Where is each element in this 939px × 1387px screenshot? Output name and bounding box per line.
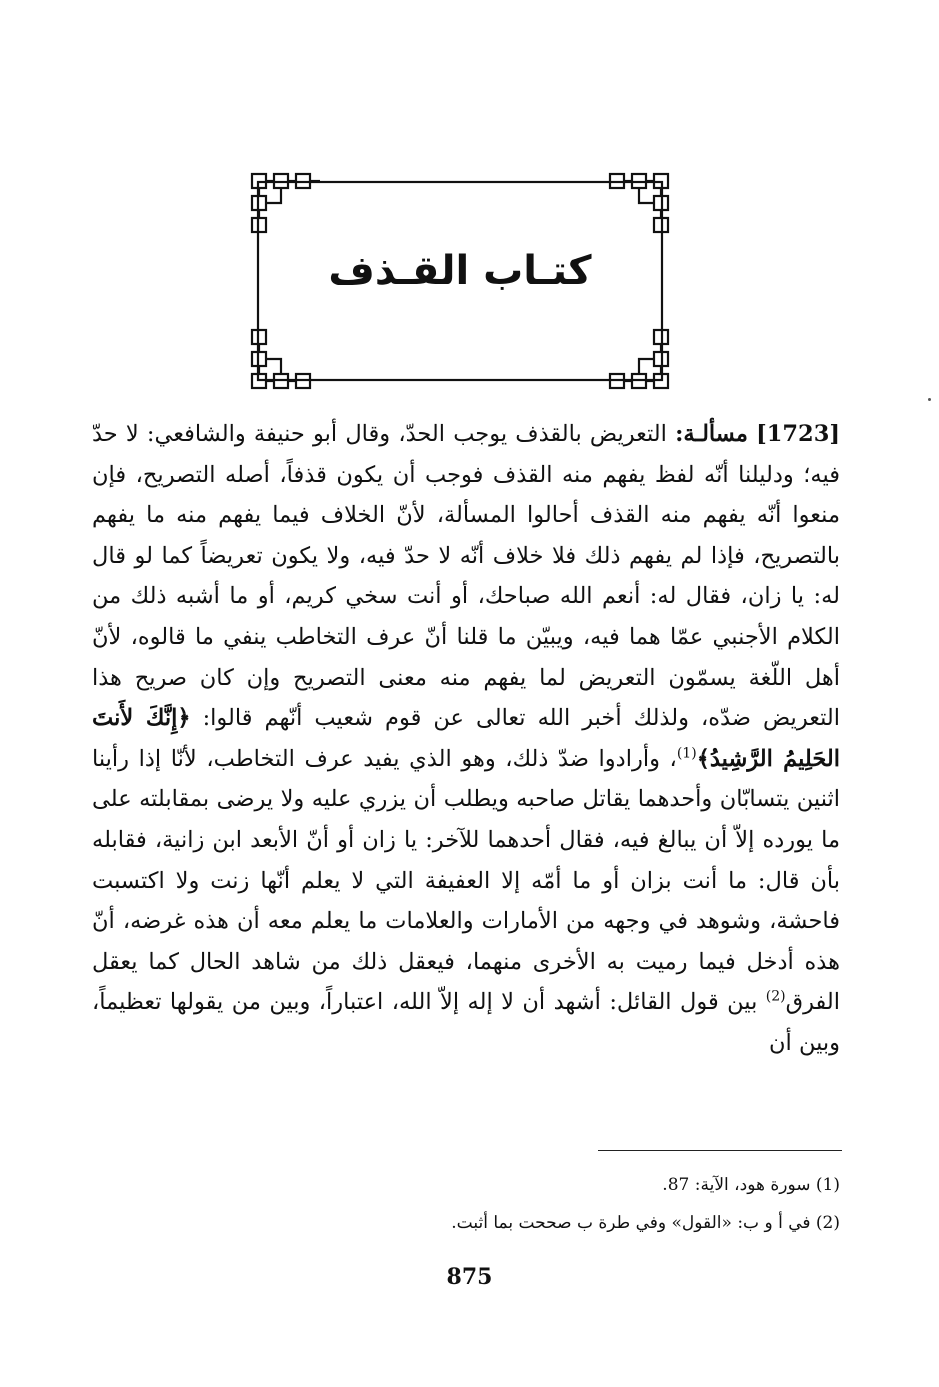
chapter-title: كتـاب القـذف xyxy=(328,248,592,294)
footnote-marker-1: (1) xyxy=(676,745,697,762)
issue-text-after: بين قول القائل: أشهد أن لا إله إلاّ الله، اعتباراً، وبين من يقولها تعظيماً، وبين أن xyxy=(92,989,840,1056)
footnote-2: (2) في أ و ب: «القول» وفي طرة ب صححت بما أثبت. xyxy=(451,1213,840,1233)
issue-paragraph xyxy=(92,414,840,1064)
quran-verse: ﴿إِنَّكَ لأَنتَ الحَلِيمُ الرَّشِيدُ﴾ xyxy=(92,705,840,772)
footnotes xyxy=(200,1166,840,1242)
footnote-marker-2: (2) xyxy=(765,988,786,1005)
issue-text-middle: ، وأرادوا ضدّ ذلك، وهو الذي يفيد عرف التخاطب، لأنّا إذا رأينا اثنين يتسابّان وأحدهما يقاتل صاحبه ويطلب أن يزري عليه ولا يرضى بمقابلته على ما يورده إلاّ أن يبالغ فيه، فقال أحدهما للآخر: يا زان أو أنّ الأبعد ابن زانية، فقابله بأن قال: ما أنت بزان أو ما أمّه إلا العفيفة التي لا يعلم أنّها زنت ولا اكتسبت فاحشة، وشوهد في وجهه من الأمارات والعلامات ما يعلم معه أن هذه غرضه، أنّ هذه أدخل فيما رميت به الأخرى منهما، فيعقل ذلك من شاهد الحال كما يعقل الفرق xyxy=(92,745,840,1016)
footnote-1: (1) سورة هود، الآية: 87. xyxy=(662,1175,840,1195)
issue-label: مسألـة: xyxy=(675,421,748,447)
issue-body xyxy=(92,414,840,1064)
issue-text-before-verse: التعريض بالقذف يوجب الحدّ، وقال أبو حنيفة والشافعي: لا حدّ فيه؛ ودليلنا أنّه لفظ يفهم منه القذف فوجب أن يكون قذفاً، أصله التصريح، فإن منعوا أنّه يفهم منه القذف أحالوا المسألة، لأنّ الخلاف فيما يفهم منه ما يفهم بالتصريح، فإذا لم يفهم ذلك فلا خلاف أنّه لا حدّ فيه، ولا يكون تعريضاً كما لو قال له: يا زان، فقال له: أنعم الله صباحك، أو أنت سخي كريم، أو ما أشبه ذلك من الكلام الأجنبي عمّا هما فيه، ويبيّن ما قلنا أنّ عرف التخاطب ينفي ما قالوه، لأنّ أهل اللّغة يسمّون التعريض لما يفهم منه معنى التصريح وإن كان صريح هذا التعريض ضدّه، ولذلك أخبر الله تعالى عن قوم شعيب أنّهم قالوا: xyxy=(92,421,840,732)
issue-number: [1723] xyxy=(756,421,841,447)
chapter-title-frame xyxy=(250,172,670,390)
stray-dot xyxy=(928,398,931,401)
footnote-divider xyxy=(598,1150,842,1151)
page-number: 875 xyxy=(446,1264,493,1290)
